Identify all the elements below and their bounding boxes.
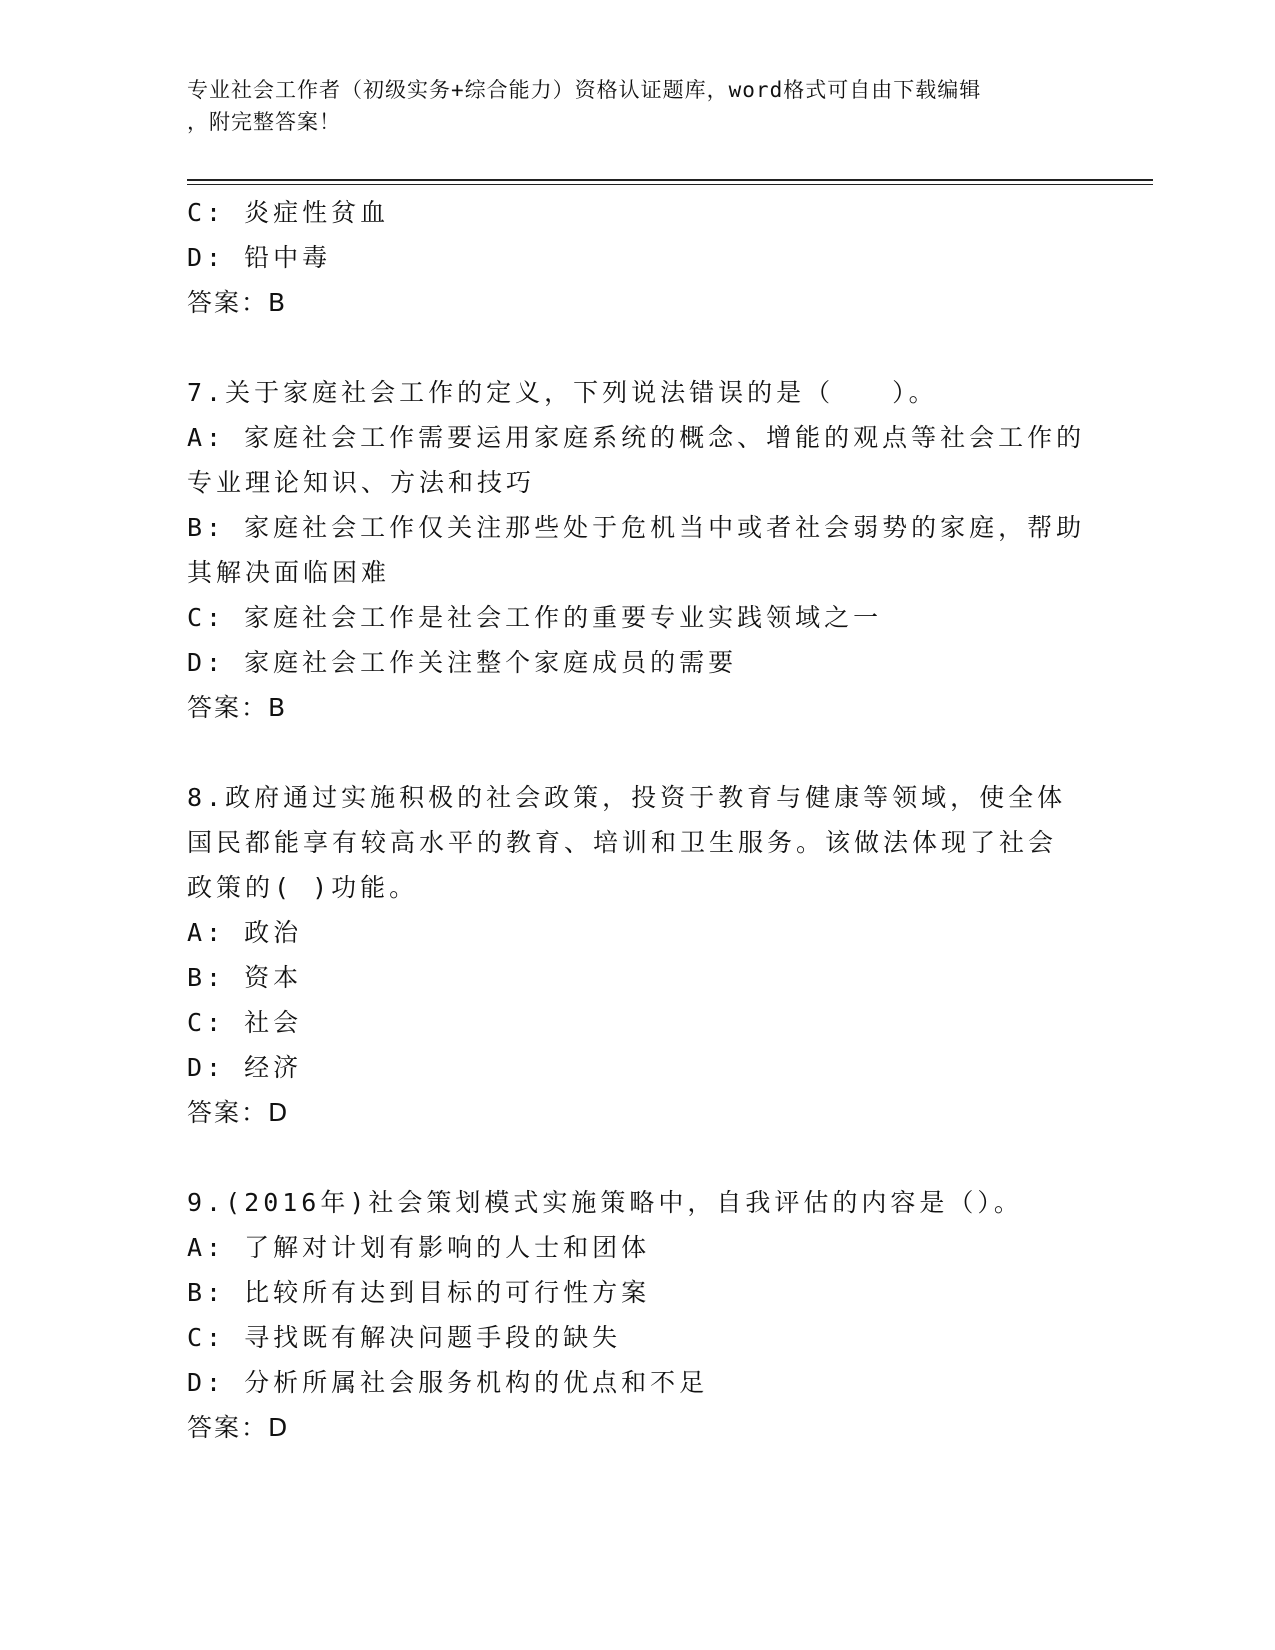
option-b: B: 资本 <box>187 963 303 992</box>
answer-label: 答案：D <box>187 1098 290 1127</box>
question-6-tail <box>187 190 1087 325</box>
option-a: A: 了解对计划有影响的人士和团体 <box>187 1233 651 1262</box>
option-c: C: 社会 <box>187 1008 303 1037</box>
question-list <box>187 190 1087 1450</box>
option-a: A: 家庭社会工作需要运用家庭系统的概念、增能的观点等社会工作的 <box>187 423 1086 452</box>
question-stem: 7.关于家庭社会工作的定义，下列说法错误的是（ ）。 <box>187 378 938 407</box>
answer-label: 答案：B <box>187 693 288 722</box>
header-divider-thin <box>187 184 1153 185</box>
answer-label: 答案：D <box>187 1413 290 1442</box>
option-c: C: 家庭社会工作是社会工作的重要专业实践领域之一 <box>187 603 883 632</box>
spacer <box>187 325 1087 370</box>
option-d: D: 分析所属社会服务机构的优点和不足 <box>187 1368 709 1397</box>
header-title-line-1: 专业社会工作者（初级实务+综合能力）资格认证题库，word格式可自由下载编辑 <box>187 78 982 102</box>
option-b: B: 比较所有达到目标的可行性方案 <box>187 1278 651 1307</box>
header-title-line-2: ，附完整答案！ <box>187 110 341 134</box>
option-a-continued: 专业理论知识、方法和技巧 <box>187 468 536 497</box>
question-stem: 9.(2016年)社会策划模式实施策略中，自我评估的内容是（）。 <box>187 1188 1023 1217</box>
question-stem: 8.政府通过实施积极的社会政策，投资于教育与健康等领域，使全体 <box>187 783 1067 812</box>
answer-label: 答案：B <box>187 288 288 317</box>
question-9 <box>187 1180 1087 1450</box>
option-d: D: 家庭社会工作关注整个家庭成员的需要 <box>187 648 738 677</box>
spacer <box>187 1135 1087 1180</box>
option-c: C: 寻找既有解决问题手段的缺失 <box>187 1323 622 1352</box>
option-b: B: 家庭社会工作仅关注那些处于危机当中或者社会弱势的家庭，帮助 <box>187 513 1086 542</box>
option-c: C: 炎症性贫血 <box>187 198 390 227</box>
spacer <box>187 730 1087 775</box>
page-header <box>187 74 1087 138</box>
question-8 <box>187 775 1087 1135</box>
header-divider-thick <box>187 179 1153 181</box>
option-d: D: 铅中毒 <box>187 243 332 272</box>
option-d: D: 经济 <box>187 1053 303 1082</box>
option-a: A: 政治 <box>187 918 303 947</box>
question-stem-continued: 政策的( )功能。 <box>187 873 419 902</box>
question-stem-continued: 国民都能享有较高水平的教育、培训和卫生服务。该做法体现了社会 <box>187 828 1058 857</box>
option-b-continued: 其解决面临困难 <box>187 558 391 587</box>
question-7 <box>187 370 1087 730</box>
